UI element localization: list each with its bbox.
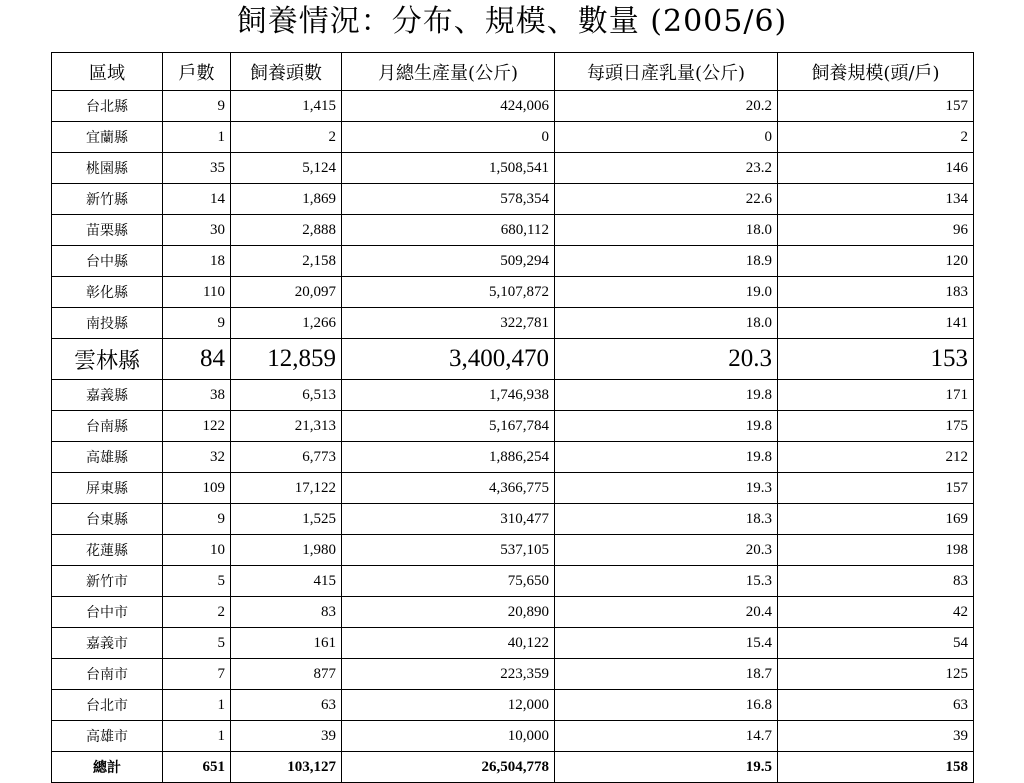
table-row xyxy=(52,308,974,339)
region-cell: 花蓮縣 xyxy=(52,535,163,566)
header-farm-scale: 飼養規模(頭/戶) xyxy=(778,53,974,91)
daily-yield-cell: 14.7 xyxy=(555,721,778,752)
daily-yield-cell: 18.7 xyxy=(555,659,778,690)
daily-yield-cell: 0 xyxy=(555,122,778,153)
farm-scale-cell: 183 xyxy=(778,277,974,308)
region-cell: 台北市 xyxy=(52,690,163,721)
daily-yield-cell: 18.0 xyxy=(555,308,778,339)
households-cell: 109 xyxy=(163,473,231,504)
monthly-production-cell: 20,890 xyxy=(342,597,555,628)
head-count-cell: 83 xyxy=(231,597,342,628)
households-cell: 10 xyxy=(163,535,231,566)
table-row xyxy=(52,504,974,535)
farm-scale-cell: 175 xyxy=(778,411,974,442)
table-row xyxy=(52,339,974,380)
households-cell: 30 xyxy=(163,215,231,246)
monthly-production-cell: 75,650 xyxy=(342,566,555,597)
region-cell: 高雄市 xyxy=(52,721,163,752)
head-count-cell: 2 xyxy=(231,122,342,153)
header-daily-yield: 每頭日產乳量(公斤) xyxy=(555,53,778,91)
monthly-production-cell: 223,359 xyxy=(342,659,555,690)
households-cell: 2 xyxy=(163,597,231,628)
farm-scale-cell: 146 xyxy=(778,153,974,184)
monthly-production-cell: 5,167,784 xyxy=(342,411,555,442)
daily-yield-cell: 19.0 xyxy=(555,277,778,308)
monthly-production-cell: 1,508,541 xyxy=(342,153,555,184)
table-row xyxy=(52,690,974,721)
farm-scale-cell: 42 xyxy=(778,597,974,628)
region-cell: 彰化縣 xyxy=(52,277,163,308)
households-cell: 110 xyxy=(163,277,231,308)
daily-yield-cell: 22.6 xyxy=(555,184,778,215)
region-cell: 雲林縣 xyxy=(52,339,163,380)
total-row xyxy=(52,752,974,783)
region-cell: 台中市 xyxy=(52,597,163,628)
livestock-data-table xyxy=(51,52,974,783)
households-cell: 1 xyxy=(163,721,231,752)
total-daily-yield: 19.5 xyxy=(555,752,778,783)
monthly-production-cell: 1,746,938 xyxy=(342,380,555,411)
households-cell: 35 xyxy=(163,153,231,184)
total-label: 總計 xyxy=(52,752,163,783)
head-count-cell: 20,097 xyxy=(231,277,342,308)
daily-yield-cell: 20.3 xyxy=(555,339,778,380)
region-cell: 嘉義縣 xyxy=(52,380,163,411)
head-count-cell: 161 xyxy=(231,628,342,659)
table-body xyxy=(52,91,974,752)
daily-yield-cell: 18.3 xyxy=(555,504,778,535)
daily-yield-cell: 23.2 xyxy=(555,153,778,184)
table-row xyxy=(52,153,974,184)
head-count-cell: 39 xyxy=(231,721,342,752)
farm-scale-cell: 2 xyxy=(778,122,974,153)
head-count-cell: 2,888 xyxy=(231,215,342,246)
head-count-cell: 1,525 xyxy=(231,504,342,535)
head-count-cell: 63 xyxy=(231,690,342,721)
table-row xyxy=(52,380,974,411)
table-row xyxy=(52,628,974,659)
households-cell: 32 xyxy=(163,442,231,473)
households-cell: 7 xyxy=(163,659,231,690)
total-head-count: 103,127 xyxy=(231,752,342,783)
table-row xyxy=(52,215,974,246)
monthly-production-cell: 5,107,872 xyxy=(342,277,555,308)
farm-scale-cell: 141 xyxy=(778,308,974,339)
region-cell: 南投縣 xyxy=(52,308,163,339)
farm-scale-cell: 54 xyxy=(778,628,974,659)
daily-yield-cell: 18.9 xyxy=(555,246,778,277)
head-count-cell: 12,859 xyxy=(231,339,342,380)
head-count-cell: 1,980 xyxy=(231,535,342,566)
table-row xyxy=(52,442,974,473)
daily-yield-cell: 15.4 xyxy=(555,628,778,659)
monthly-production-cell: 537,105 xyxy=(342,535,555,566)
monthly-production-cell: 3,400,470 xyxy=(342,339,555,380)
households-cell: 5 xyxy=(163,566,231,597)
monthly-production-cell: 1,886,254 xyxy=(342,442,555,473)
households-cell: 1 xyxy=(163,690,231,721)
table-row xyxy=(52,122,974,153)
head-count-cell: 415 xyxy=(231,566,342,597)
farm-scale-cell: 96 xyxy=(778,215,974,246)
monthly-production-cell: 310,477 xyxy=(342,504,555,535)
farm-scale-cell: 120 xyxy=(778,246,974,277)
farm-scale-cell: 153 xyxy=(778,339,974,380)
table-row xyxy=(52,411,974,442)
daily-yield-cell: 20.4 xyxy=(555,597,778,628)
table-row xyxy=(52,277,974,308)
table-row xyxy=(52,473,974,504)
table-row xyxy=(52,184,974,215)
monthly-production-cell: 578,354 xyxy=(342,184,555,215)
households-cell: 5 xyxy=(163,628,231,659)
header-region: 區域 xyxy=(52,53,163,91)
header-households: 戶數 xyxy=(163,53,231,91)
daily-yield-cell: 19.8 xyxy=(555,411,778,442)
region-cell: 屏東縣 xyxy=(52,473,163,504)
region-cell: 高雄縣 xyxy=(52,442,163,473)
daily-yield-cell: 16.8 xyxy=(555,690,778,721)
region-cell: 桃園縣 xyxy=(52,153,163,184)
farm-scale-cell: 39 xyxy=(778,721,974,752)
table-row xyxy=(52,721,974,752)
farm-scale-cell: 212 xyxy=(778,442,974,473)
header-row xyxy=(52,53,974,91)
daily-yield-cell: 20.2 xyxy=(555,91,778,122)
households-cell: 9 xyxy=(163,308,231,339)
region-cell: 苗栗縣 xyxy=(52,215,163,246)
households-cell: 9 xyxy=(163,504,231,535)
head-count-cell: 1,415 xyxy=(231,91,342,122)
head-count-cell: 877 xyxy=(231,659,342,690)
head-count-cell: 6,513 xyxy=(231,380,342,411)
head-count-cell: 2,158 xyxy=(231,246,342,277)
farm-scale-cell: 125 xyxy=(778,659,974,690)
daily-yield-cell: 19.8 xyxy=(555,442,778,473)
farm-scale-cell: 83 xyxy=(778,566,974,597)
head-count-cell: 17,122 xyxy=(231,473,342,504)
daily-yield-cell: 19.3 xyxy=(555,473,778,504)
farm-scale-cell: 157 xyxy=(778,473,974,504)
region-cell: 新竹市 xyxy=(52,566,163,597)
total-monthly-production: 26,504,778 xyxy=(342,752,555,783)
daily-yield-cell: 18.0 xyxy=(555,215,778,246)
region-cell: 嘉義市 xyxy=(52,628,163,659)
head-count-cell: 6,773 xyxy=(231,442,342,473)
region-cell: 新竹縣 xyxy=(52,184,163,215)
farm-scale-cell: 171 xyxy=(778,380,974,411)
table-row xyxy=(52,566,974,597)
daily-yield-cell: 20.3 xyxy=(555,535,778,566)
table-row xyxy=(52,246,974,277)
head-count-cell: 21,313 xyxy=(231,411,342,442)
region-cell: 台北縣 xyxy=(52,91,163,122)
table-row xyxy=(52,597,974,628)
region-cell: 台東縣 xyxy=(52,504,163,535)
monthly-production-cell: 424,006 xyxy=(342,91,555,122)
header-monthly-production: 月總生產量(公斤) xyxy=(342,53,555,91)
monthly-production-cell: 680,112 xyxy=(342,215,555,246)
farm-scale-cell: 157 xyxy=(778,91,974,122)
region-cell: 台南縣 xyxy=(52,411,163,442)
households-cell: 1 xyxy=(163,122,231,153)
monthly-production-cell: 10,000 xyxy=(342,721,555,752)
page-title: 飼養情況：分布、規模、數量 (2005/6) xyxy=(236,4,788,39)
monthly-production-cell: 4,366,775 xyxy=(342,473,555,504)
head-count-cell: 5,124 xyxy=(231,153,342,184)
region-cell: 台南市 xyxy=(52,659,163,690)
households-cell: 122 xyxy=(163,411,231,442)
monthly-production-cell: 0 xyxy=(342,122,555,153)
header-head-count: 飼養頭數 xyxy=(231,53,342,91)
table-row xyxy=(52,535,974,566)
monthly-production-cell: 40,122 xyxy=(342,628,555,659)
farm-scale-cell: 134 xyxy=(778,184,974,215)
households-cell: 38 xyxy=(163,380,231,411)
total-households: 651 xyxy=(163,752,231,783)
daily-yield-cell: 19.8 xyxy=(555,380,778,411)
table-row xyxy=(52,91,974,122)
region-cell: 台中縣 xyxy=(52,246,163,277)
farm-scale-cell: 198 xyxy=(778,535,974,566)
head-count-cell: 1,266 xyxy=(231,308,342,339)
households-cell: 18 xyxy=(163,246,231,277)
head-count-cell: 1,869 xyxy=(231,184,342,215)
monthly-production-cell: 322,781 xyxy=(342,308,555,339)
total-farm-scale: 158 xyxy=(778,752,974,783)
households-cell: 14 xyxy=(163,184,231,215)
farm-scale-cell: 169 xyxy=(778,504,974,535)
table-row xyxy=(52,659,974,690)
households-cell: 9 xyxy=(163,91,231,122)
households-cell: 84 xyxy=(163,339,231,380)
region-cell: 宜蘭縣 xyxy=(52,122,163,153)
monthly-production-cell: 12,000 xyxy=(342,690,555,721)
monthly-production-cell: 509,294 xyxy=(342,246,555,277)
farm-scale-cell: 63 xyxy=(778,690,974,721)
daily-yield-cell: 15.3 xyxy=(555,566,778,597)
